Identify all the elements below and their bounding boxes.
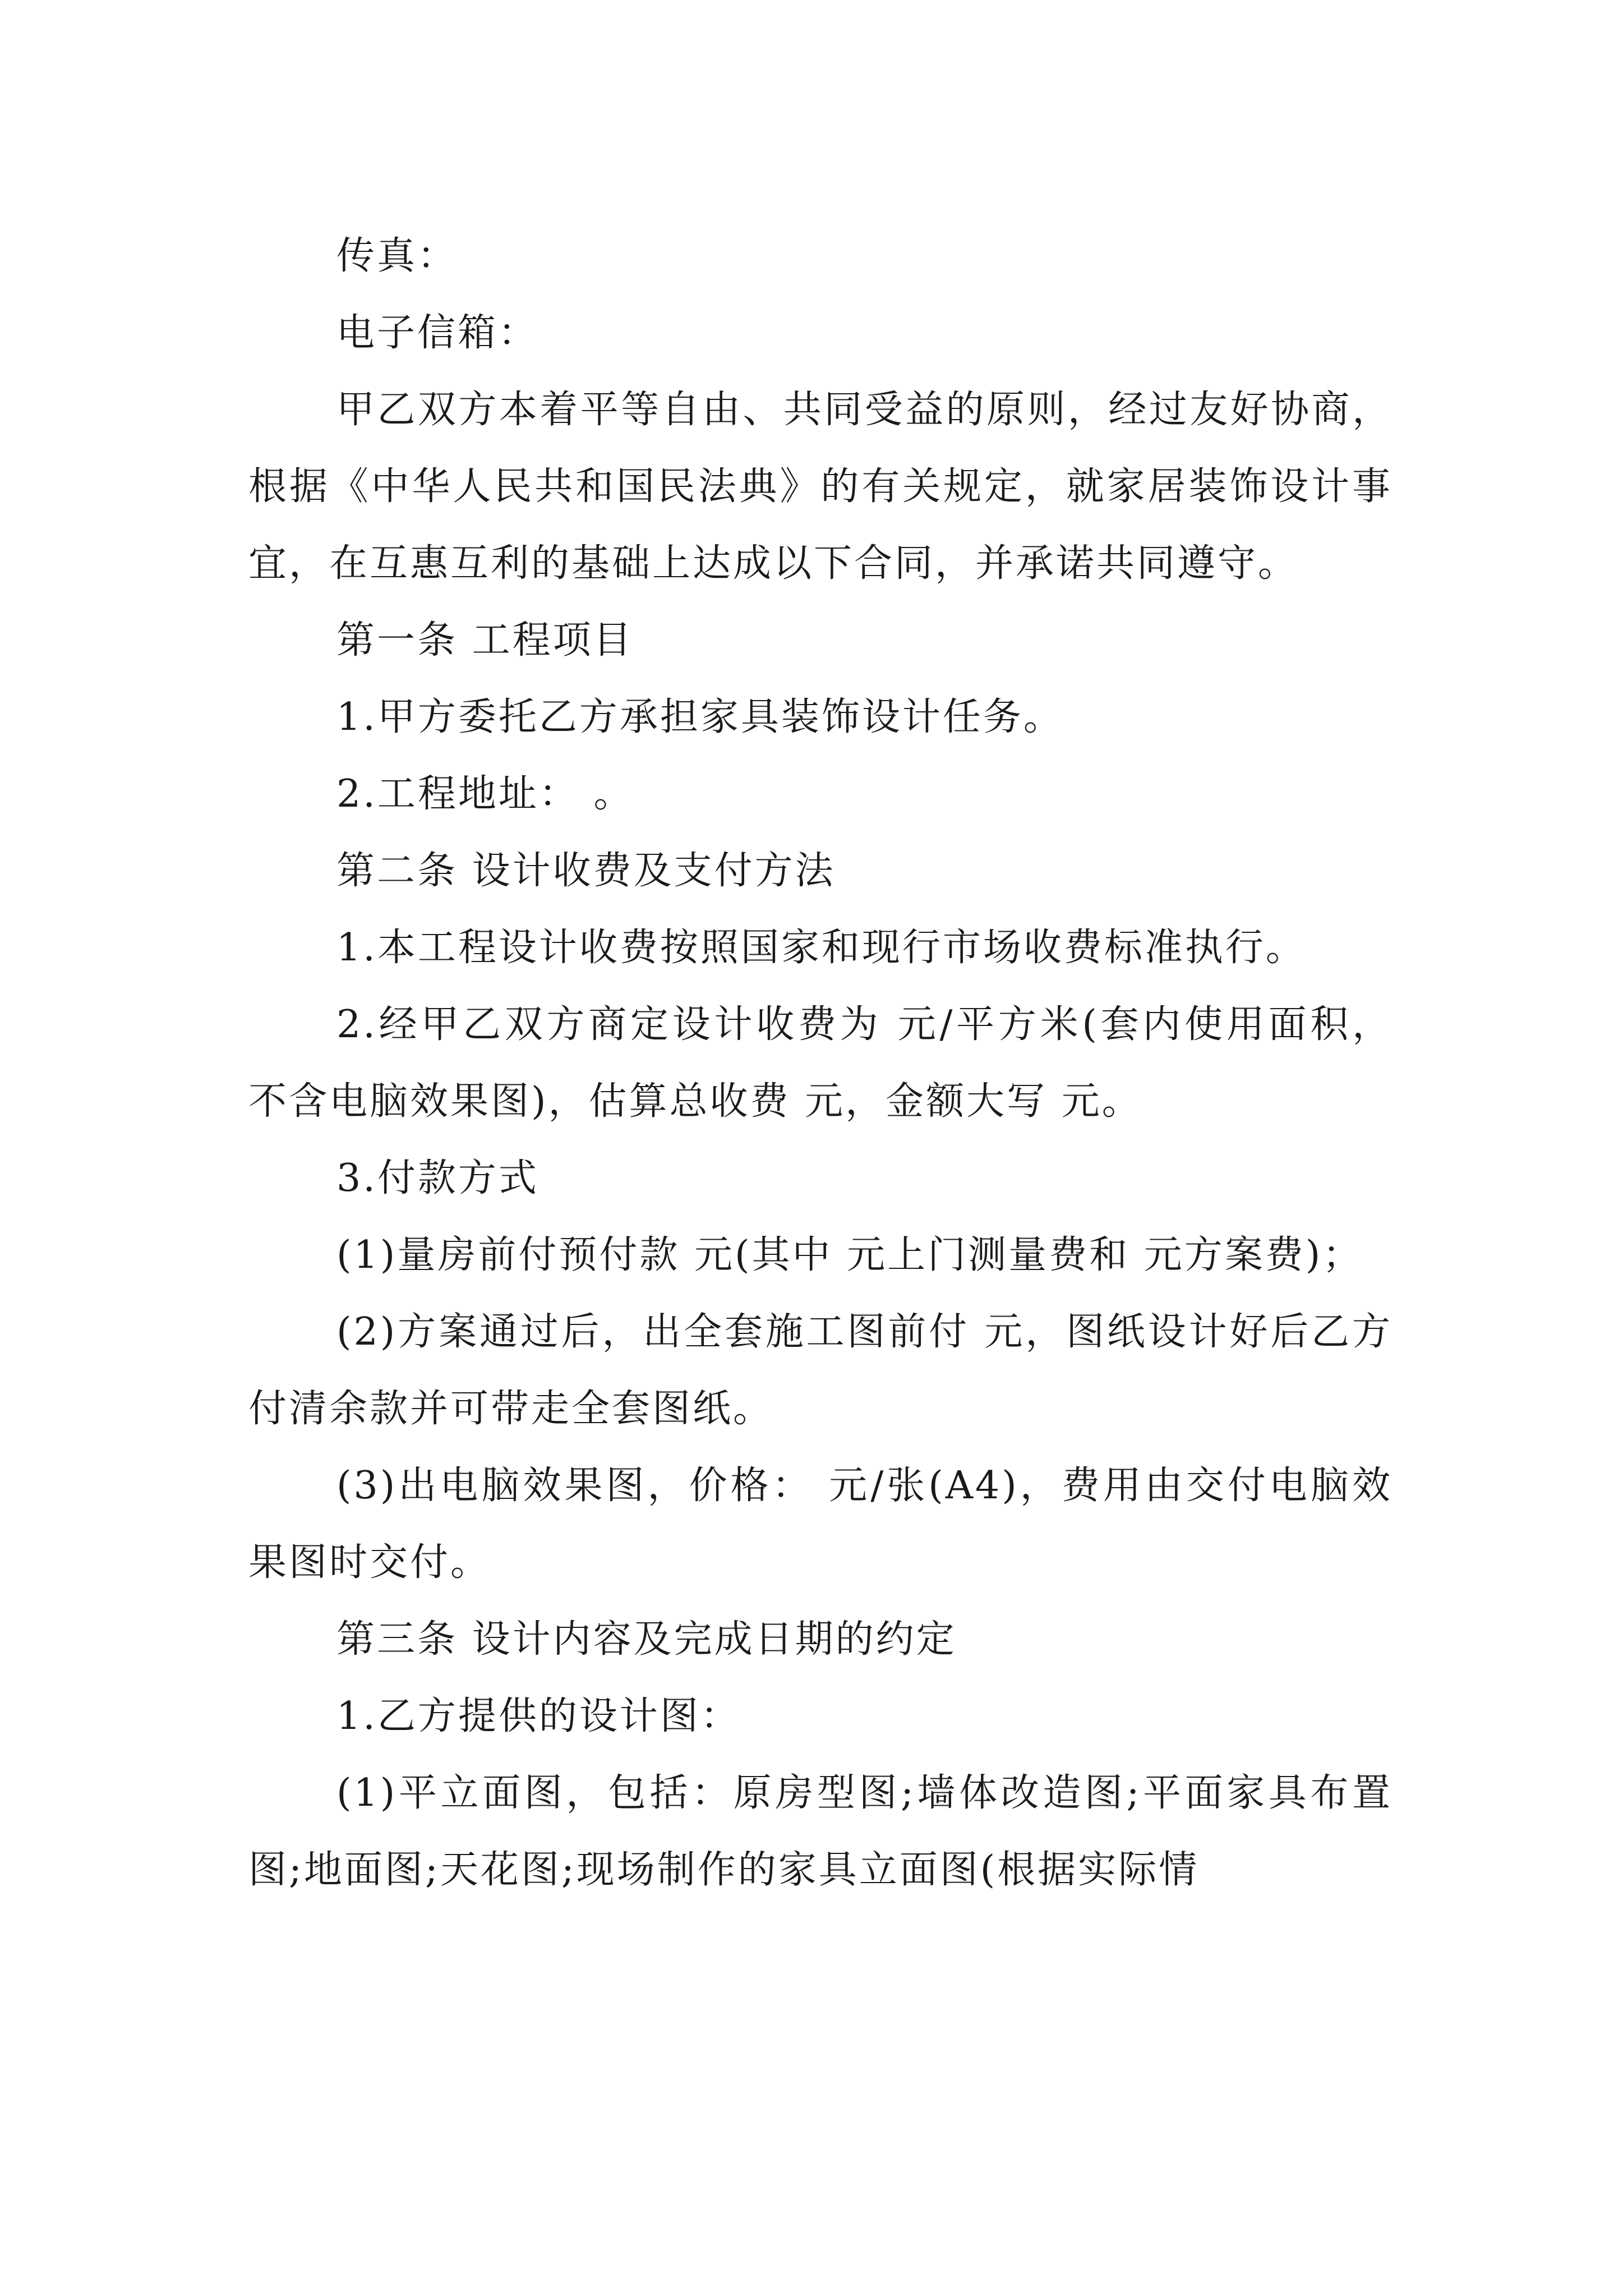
email-line: 电子信箱： (336, 311, 539, 355)
payment-clause-2: (2)方案通过后，出全套施工图前付 元，图纸设计好后乙方付清余款并可带走全套图纸。 (248, 1310, 1393, 1431)
article-2-item-2: 2.经甲乙双方商定设计收费为 元/平方米(套内使用面积，不含电脑效果图)，估算总收费 元，金额大写 元。 (248, 1002, 1393, 1124)
design-drawings-clause-1: (1)平立面图，包括：原房型图;墙体改造图;平面家具布置图;地面图;天花图;现场制作的家具立面图(根据实际情 (248, 1771, 1393, 1892)
article-1-item-1: 1.甲方委托乙方承担家具装饰设计任务。 (336, 695, 1064, 739)
article-3-heading: 第三条 设计内容及完成日期的约定 (336, 1617, 957, 1662)
article-2-item-1: 1.本工程设计收费按照国家和现行市场收费标准执行。 (336, 926, 1306, 970)
payment-clause-1: (1)量房前付预付款 元(其中 元上门测量费和 元方案费)； (336, 1233, 1363, 1277)
preamble-paragraph: 甲乙双方本着平等自由、共同受益的原则，经过友好协商，根据《中华人民共和国民法典》的有关规定，就家居装饰设计事宜，在互惠互利的基础上达成以下合同，并承诺共同遵守。 (248, 388, 1393, 586)
article-1-item-2: 2.工程地址： 。 (336, 772, 634, 816)
fax-line: 传真： (336, 234, 458, 278)
payment-clause-3: (3)出电脑效果图，价格： 元/张(A4)，费用由交付电脑效果图时交付。 (248, 1464, 1393, 1585)
article-3-item-1: 1.乙方提供的设计图： (336, 1694, 741, 1738)
document-body (248, 218, 1393, 1908)
article-1-heading: 第一条 工程项目 (336, 618, 634, 662)
article-2-item-3: 3.付款方式 (336, 1156, 539, 1200)
article-2-heading: 第二条 设计收费及支付方法 (336, 849, 836, 893)
